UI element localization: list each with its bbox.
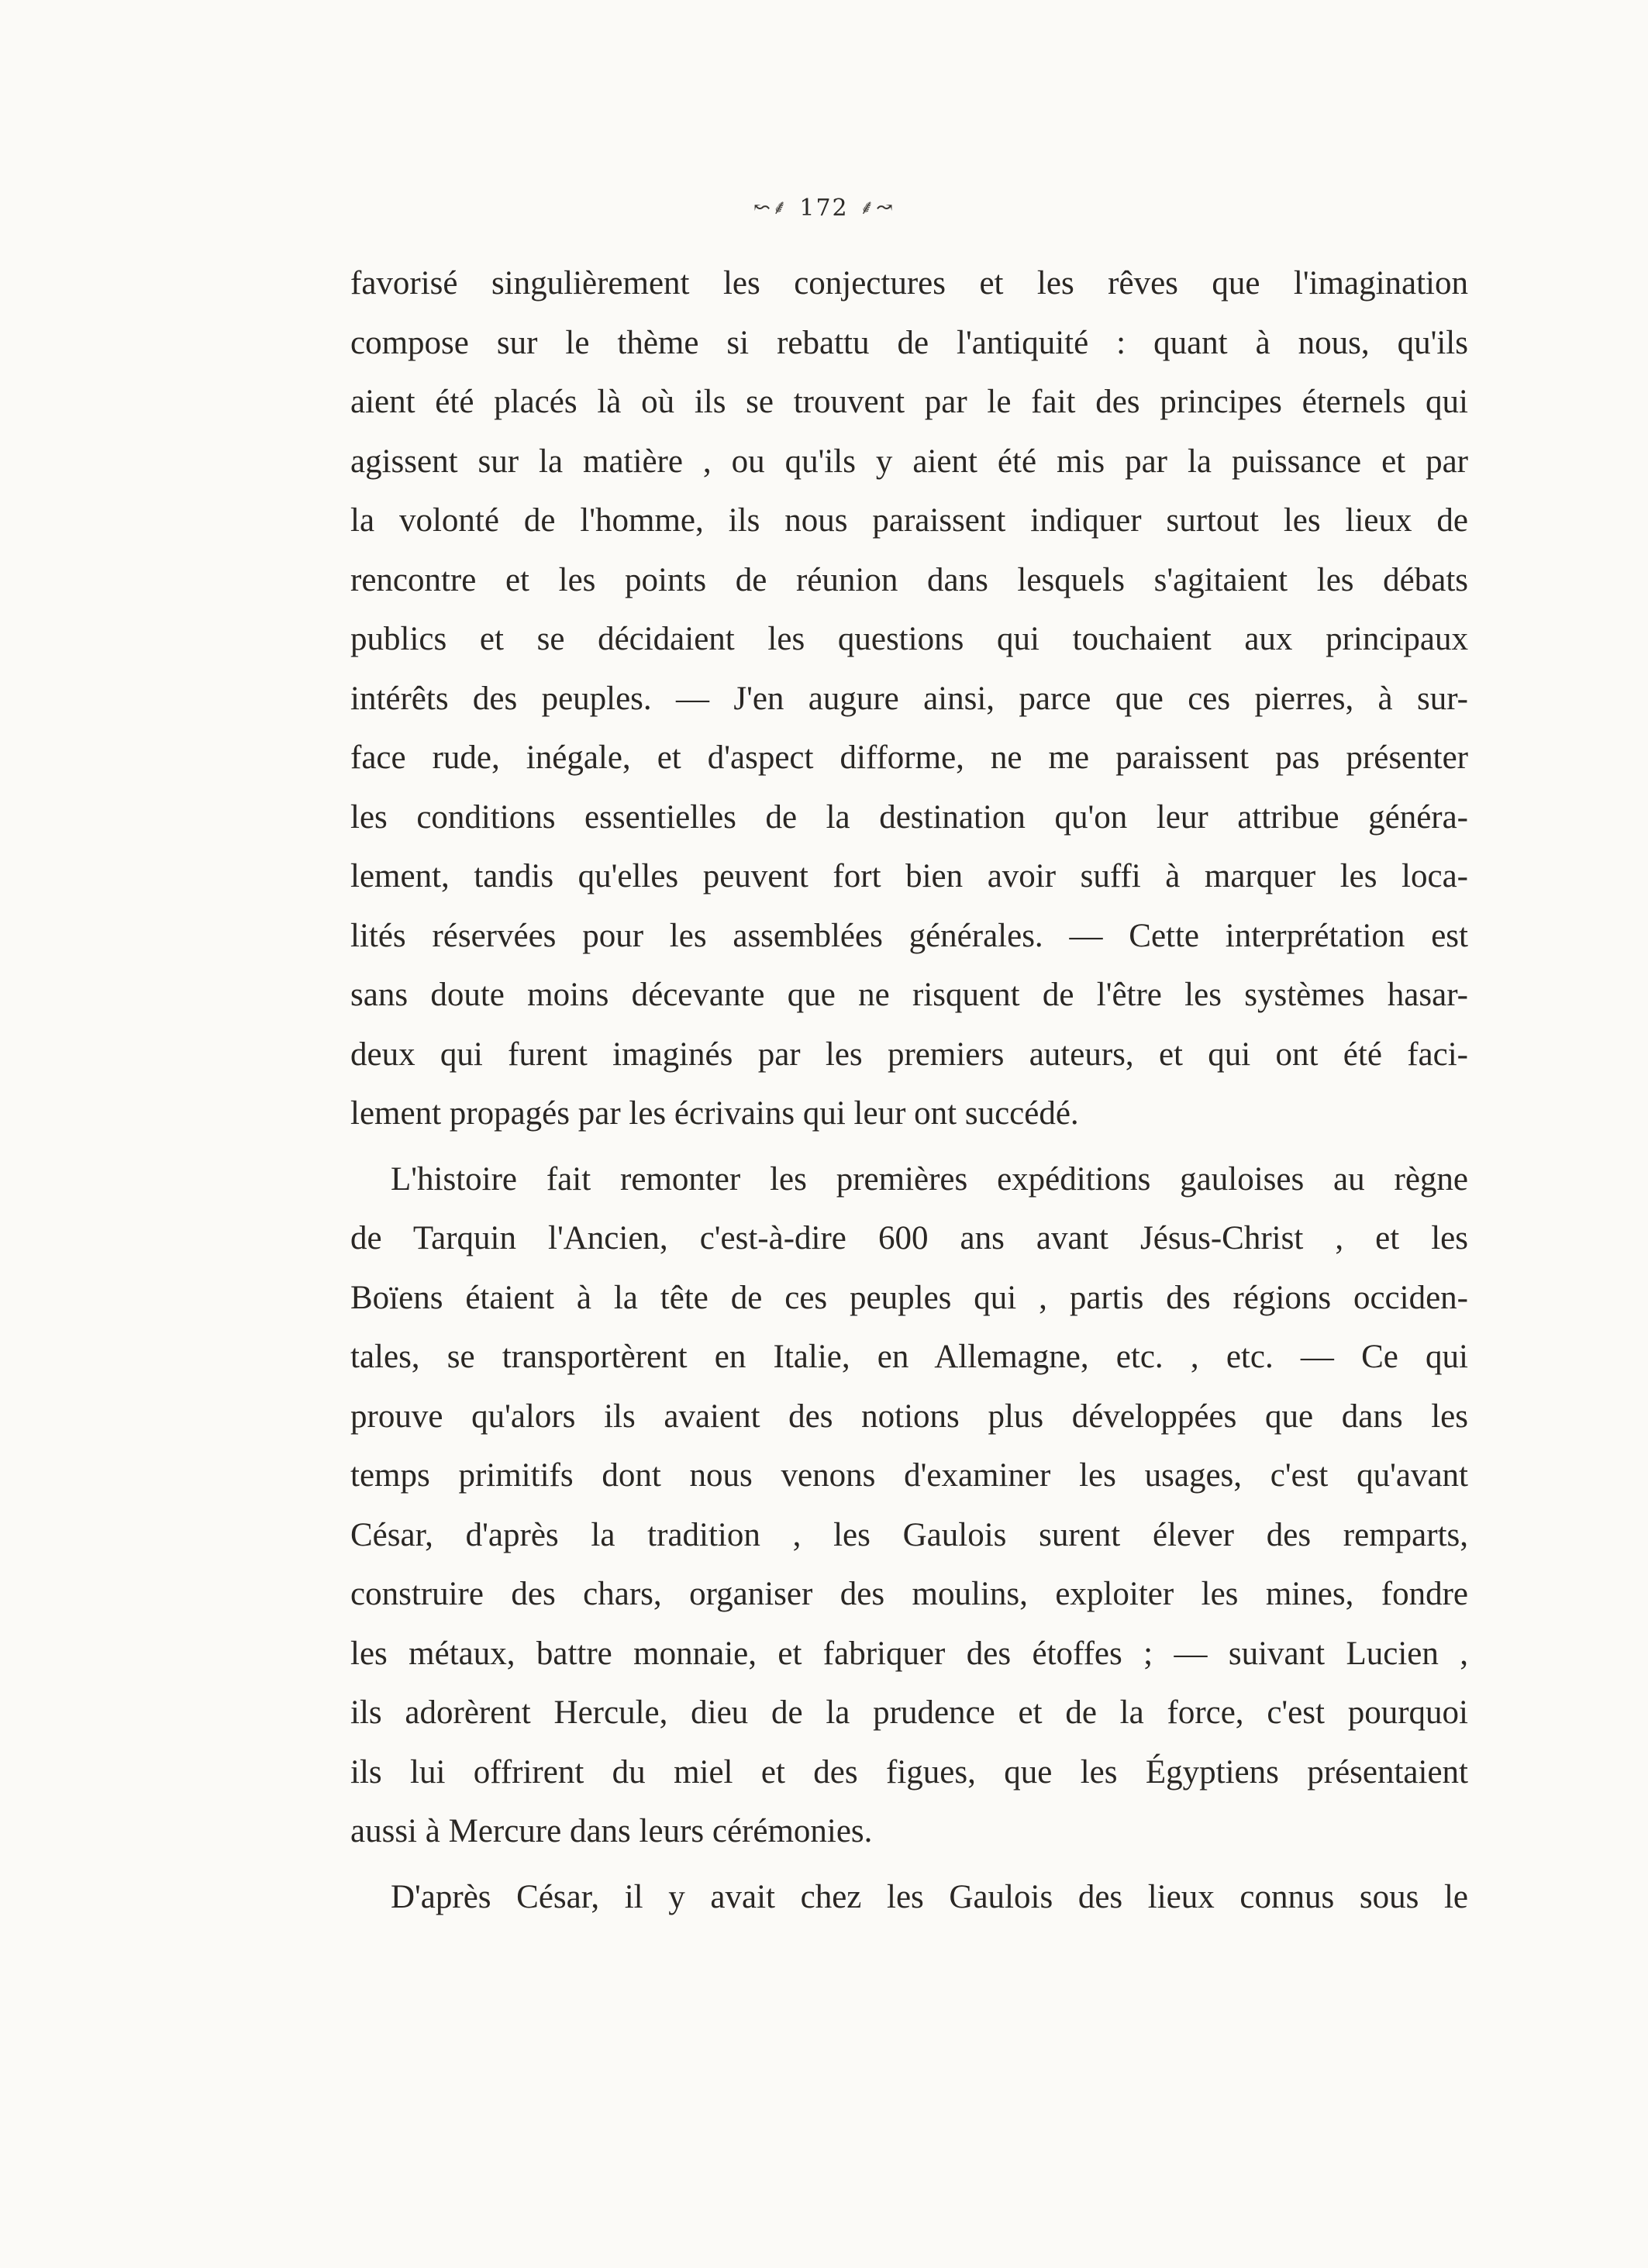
paragraph-3 [350, 1868, 1468, 1928]
text-line: face rude, inégale, et d'aspect difforme, ne me paraissent pas présenter [350, 739, 1468, 776]
text-line: deux qui furent imaginés par les premiers auteurs, et qui ont été faci- [350, 1036, 1468, 1073]
text-line: rencontre et les points de réunion dans lesquels s'agitaient les débats [350, 561, 1468, 598]
text-line: intérêts des peuples. — J'en augure ainsi, parce que ces pierres, à sur- [350, 680, 1468, 717]
paragraph-1 [350, 254, 1468, 1144]
text-line: lités réservées pour les assemblées générales. — Cette interprétation est [350, 917, 1468, 954]
text-line: aussi à Mercure dans leurs cérémonies. [350, 1813, 873, 1849]
text-line: compose sur le thème si rebattu de l'antiquité : quant à nous, qu'ils [350, 324, 1468, 361]
paragraph-spacer [350, 1862, 1468, 1868]
paragraph-spacer [350, 1144, 1468, 1150]
text-line: construire des chars, organiser des moulins, exploiter les mines, fondre [350, 1576, 1468, 1612]
text-line: lement, tandis qu'elles peuvent fort bien avoir suffi à marquer les loca- [350, 858, 1468, 894]
text-line: temps primitifs dont nous venons d'examiner les usages, c'est qu'avant [350, 1457, 1468, 1494]
text-line: la volonté de l'homme, ils nous paraissent indiquer surtout les lieux de [350, 502, 1468, 539]
text-line: L'histoire fait remonter les premières expéditions gauloises au règne [391, 1160, 1468, 1198]
text-line: tales, se transportèrent en Italie, en Allemagne, etc. , etc. — Ce qui [350, 1339, 1468, 1375]
text-line: ils lui offrirent du miel et des figues, que les Égyptiens présentaient [350, 1753, 1468, 1791]
text-line: Boïens étaient à la tête de ces peuples qui , partis des régions occiden- [350, 1279, 1468, 1316]
text-line: favorisé singulièrement les conjectures et les rêves que l'imagination [350, 265, 1468, 302]
paragraph-2 [350, 1150, 1468, 1862]
text-line: sans doute moins décevante que ne risquent de l'être les systèmes hasar- [350, 977, 1468, 1013]
body-text [350, 254, 1468, 1927]
text-line: agissent sur la matière , ou qu'ils y aient été mis par la puissance et par [350, 443, 1468, 480]
text-line: publics et se décidaient les questions qui touchaient aux principaux [350, 621, 1468, 657]
text-line: de Tarquin l'Ancien, c'est-à-dire 600 ans avant Jésus-Christ , et les [350, 1220, 1468, 1256]
text-line: aient été placés là où ils se trouvent par le fait des principes éternels qui [350, 384, 1468, 420]
text-line: prouve qu'alors ils avaient des notions plus développées que dans les [350, 1398, 1468, 1435]
text-line: D'après César, il y avait chez les Gaulois des lieux connus sous le [391, 1878, 1468, 1915]
text-line: lement propagés par les écrivains qui leur ont succédé. [350, 1095, 1079, 1132]
ornament-left-icon: ↜⸙ [753, 196, 789, 219]
page-header [0, 192, 1648, 222]
text-line: les conditions essentielles de la destination qu'on leur attribue généra- [350, 798, 1468, 836]
ornament-right-icon: ⸙↝ [859, 196, 895, 219]
text-line: César, d'après la tradition , les Gaulois surent élever des remparts, [350, 1516, 1468, 1553]
page-number: 172 [799, 195, 849, 222]
text-line: les métaux, battre monnaie, et fabriquer des étoffes ; — suivant Lucien , [350, 1635, 1468, 1672]
text-line: ils adorèrent Hercule, dieu de la prudence et de la force, c'est pourquoi [350, 1694, 1468, 1731]
